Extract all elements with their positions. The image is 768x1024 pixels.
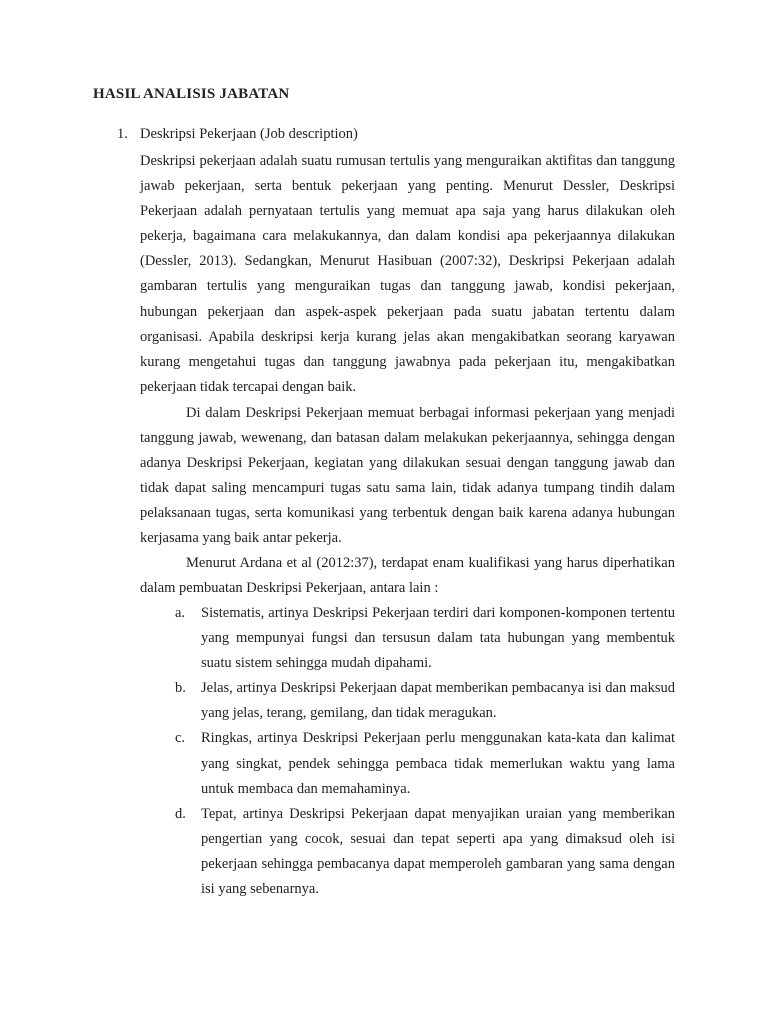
list-item-text: Sistematis, artinya Deskripsi Pekerjaan terdiri dari komponen-komponen tertentu yang mempunyai fungsi dan tersusun dalam tata hubungan yang membentuk suatu sistem sehingga mudah dipahami. [201,605,675,672]
qualifications-list [140,601,675,902]
paragraph-contents: Di dalam Deskripsi Pekerjaan memuat berbagai informasi pekerjaan yang menjadi tanggung jawab, wewenang, dan batasan dalam melakukan pekerjaannya, sehingga dengan adanya Deskripsi Pekerjaan, kegiatan yang dilakukan sesuai dengan tanggung jawab dan tidak dapat saling mencampuri tugas satu sama lain, tidak adanya tumpang tindih dalam pelaksanaan tugas, serta komunikasi yang terbentuk dengan baik karena adanya hubungan kerjasama yang baik antar pekerja. [140,405,675,547]
paragraph-definition: Deskripsi pekerjaan adalah suatu rumusan tertulis yang menguraikan aktifitas dan tanggung jawab pekerjaan, serta bentuk pekerjaan yang penting. Menurut Dessler, Deskripsi Pekerjaan adalah pernyataan tertulis yang memuat apa saja yang harus dilakukan oleh pekerja, bagaimana cara melakukannya, dan dalam kondisi apa pekerjaannya dilakukan (Dessler, 2013). Sedangkan, Menurut Hasibuan (2007:32), Deskripsi Pekerjaan adalah gambaran tertulis yang menguraikan tugas dan tanggung jawab, kondisi pekerjaan, hubungan pekerjaan dan aspek-aspek pekerjaan pada suatu jabatan tertentu dalam organisasi. Apabila deskripsi kerja kurang jelas akan mengakibatkan seorang karyawan kurang mengetahui tugas dan tanggung jawabnya pada pekerjaan itu, mengakibatkan pekerjaan tidak tercapai dengan baik. [140,153,675,395]
list-item-text: Jelas, artinya Deskripsi Pekerjaan dapat memberikan pembacanya isi dan maksud yang jelas, terang, gemilang, dan tidak meragukan. [201,680,675,722]
list-item [140,601,675,676]
list-marker: b. [175,680,186,697]
list-item [140,676,675,726]
list-item [140,802,675,902]
list-item [140,726,675,801]
section-heading: Deskripsi Pekerjaan (Job description) [140,126,358,142]
list-item-text: Ringkas, artinya Deskripsi Pekerjaan perlu menggunakan kata-kata dan kalimat yang singkat, pendek sehingga pembaca tidak memerlukan waktu yang lama untuk membaca dan memahaminya. [201,730,675,797]
list-item-text: Tepat, artinya Deskripsi Pekerjaan dapat menyajikan uraian yang memberikan pengertian yang cocok, sesuai dan tepat seperti apa yang dimaksud oleh isi pekerjaan sehingga pembacanya dapat memperoleh gambaran yang sama dengan isi yang sebenarnya. [201,805,675,898]
paragraph-qualifications-intro: Menurut Ardana et al (2012:37), terdapat enam kualifikasi yang harus diperhatikan dalam pembuatan Deskripsi Pekerjaan, antara lain : [140,555,675,597]
list-marker: c. [175,730,186,747]
document-title: HASIL ANALISIS JABATAN [93,86,290,102]
section-number: 1. [117,126,128,142]
list-marker: a. [175,605,186,621]
list-marker: d. [175,805,186,822]
